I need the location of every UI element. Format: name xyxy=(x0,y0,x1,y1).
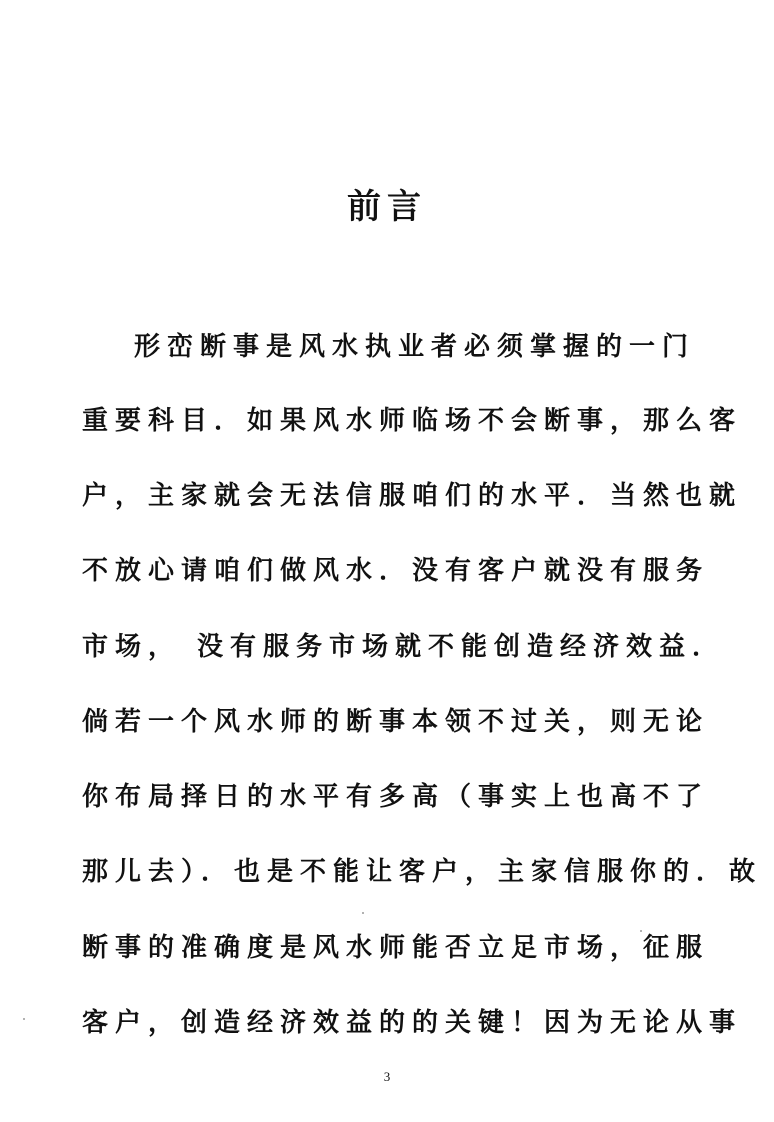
body-line: 断事的准确度是风水师能否立足市场，征服 xyxy=(82,933,710,963)
body-line: 倘若一个风水师的断事本领不过关，则无论 xyxy=(82,707,710,737)
body-line: 你布局择日的水平有多高（事实上也高不了 xyxy=(82,782,710,812)
body-line: 那儿去）．也是不能让客户，主家信服你的．故 xyxy=(82,857,763,887)
scan-speck xyxy=(23,1018,25,1020)
scan-speck xyxy=(362,912,364,914)
body-line: 市场， 没有服务市场就不能创造经济效益． xyxy=(82,632,726,662)
body-line: 不放心请咱们做风水．没有客户就没有服务 xyxy=(82,556,710,586)
body-line: 户，主家就会无法信服咱们的水平．当然也就 xyxy=(82,481,743,511)
page-number: 3 xyxy=(383,1069,391,1084)
body-line: 形峦断事是风水执业者必须掌握的一门 xyxy=(134,332,696,362)
scan-speck xyxy=(640,930,642,932)
page-title: 前言 xyxy=(347,187,427,227)
body-line: 重要科目．如果风水师临场不会断事，那么客 xyxy=(82,406,743,436)
body-line: 客户，创造经济效益的的关键！因为无论从事 xyxy=(82,1008,743,1038)
